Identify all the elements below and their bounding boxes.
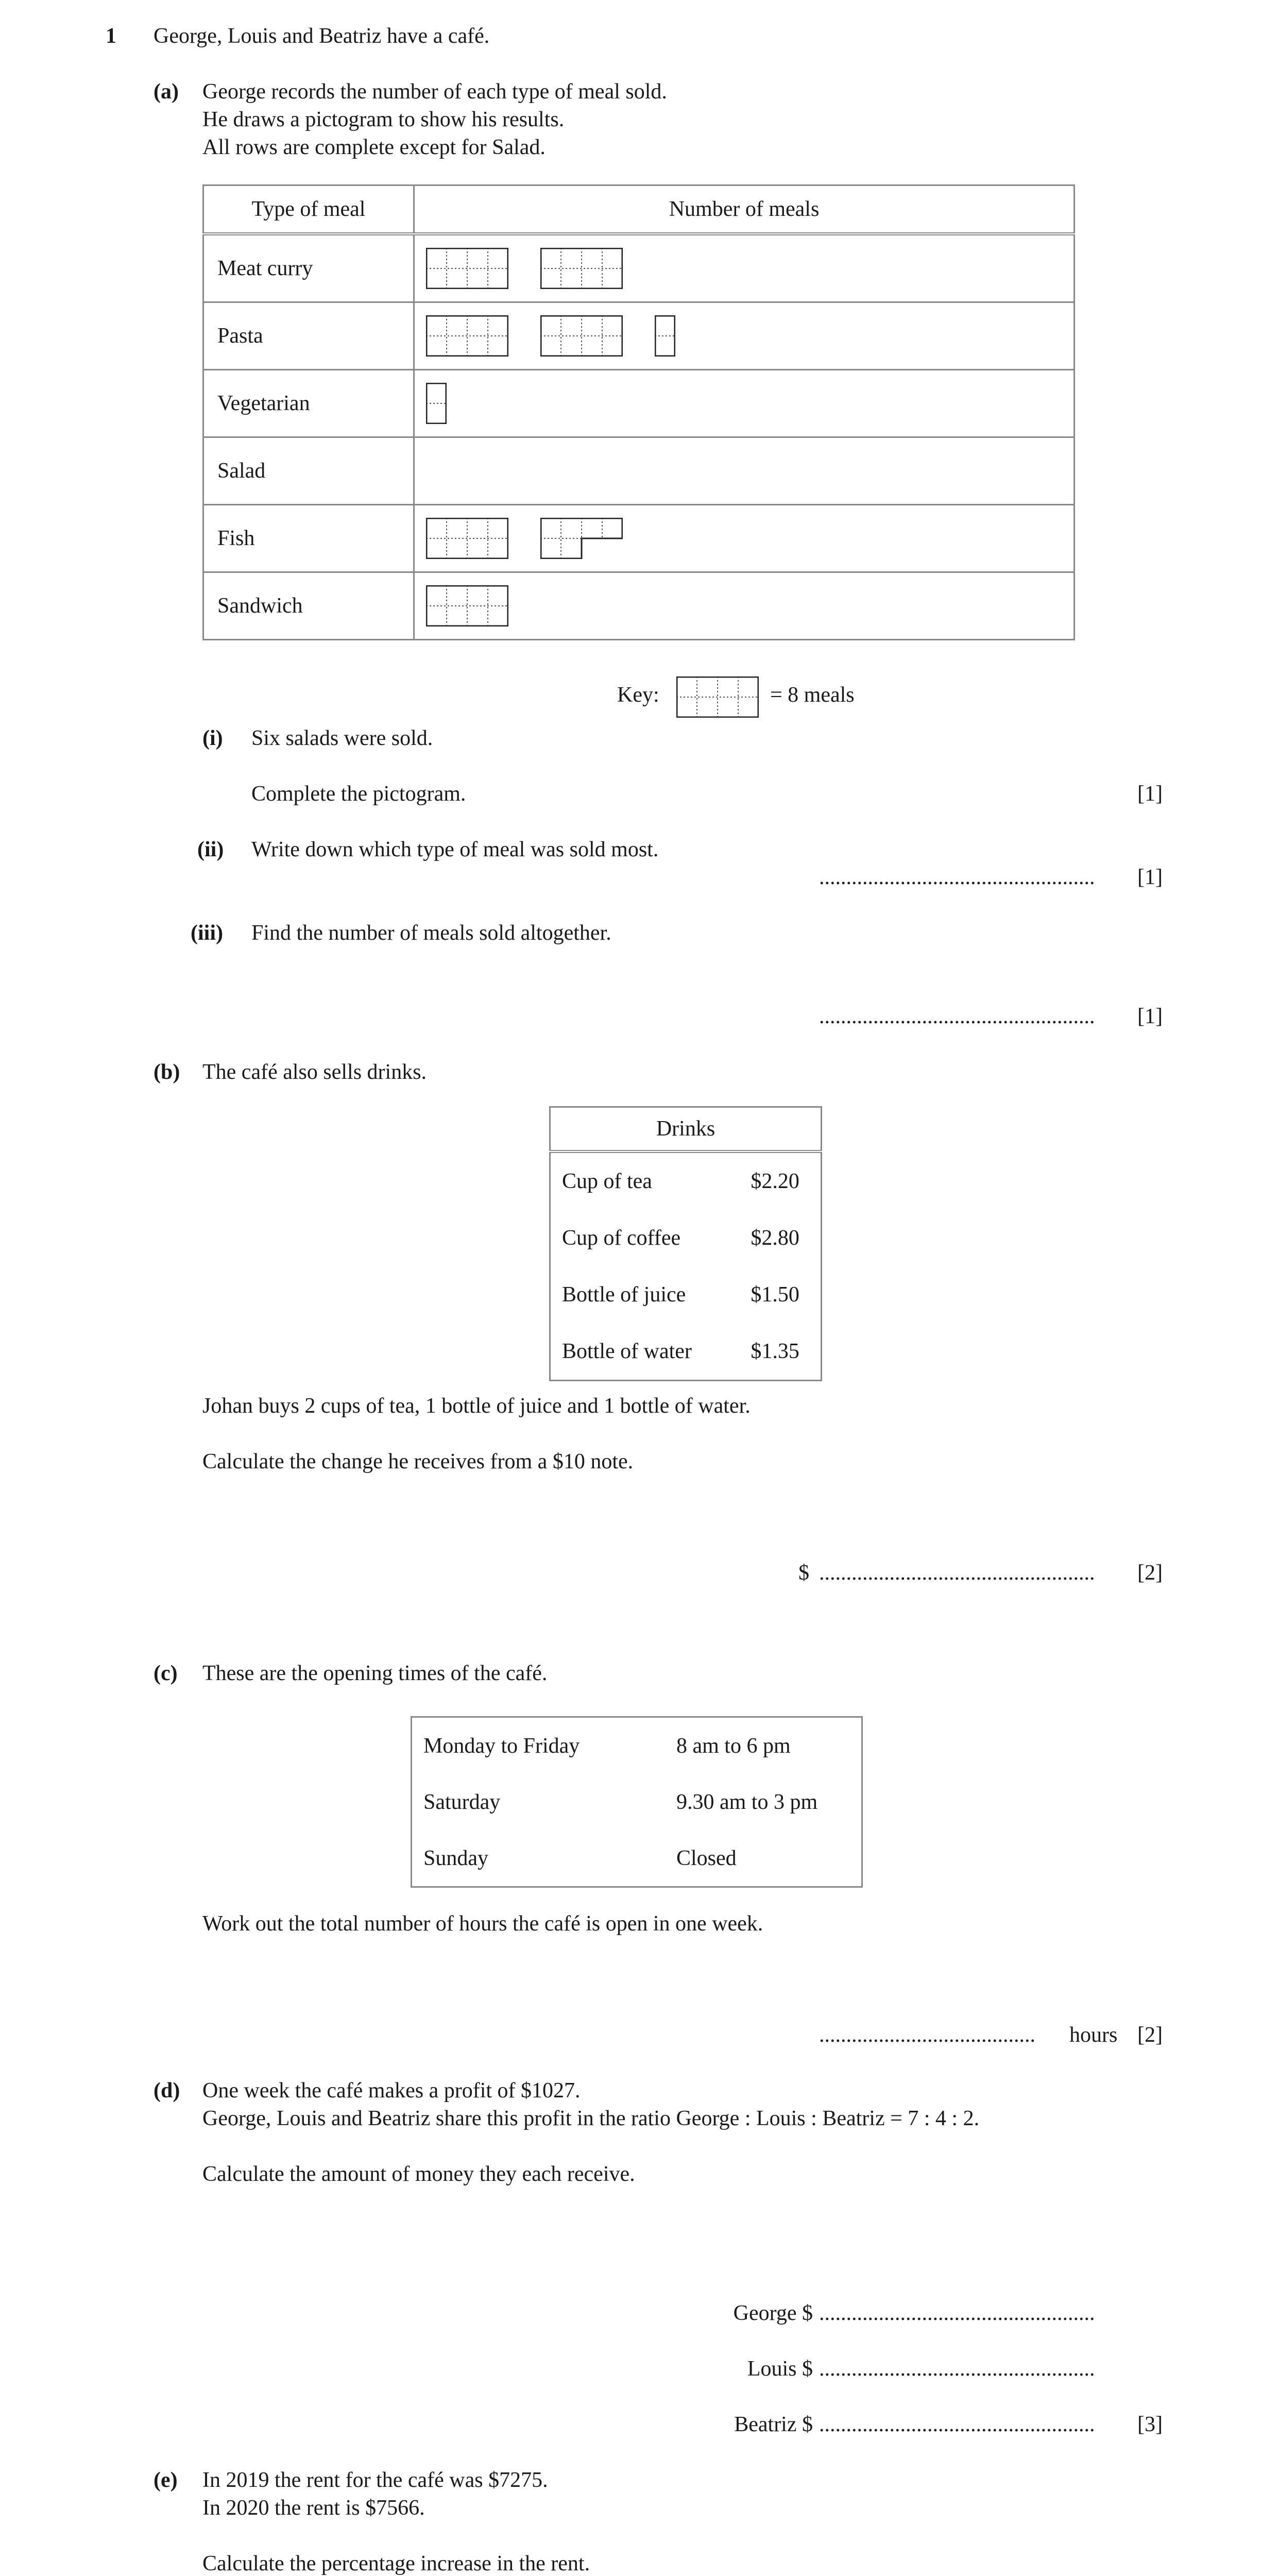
beatriz-answer-label: Beatriz $	[734, 2413, 813, 2436]
meal-symbols-cell	[414, 234, 1075, 302]
key-equals: = 8 meals	[770, 683, 855, 707]
louis-answer-label: Louis $	[747, 2357, 813, 2381]
part-a-line-1: George records the number of each type of meal sold.	[202, 80, 667, 104]
pictogram-full-symbol	[540, 248, 623, 289]
header-type-of-meal: Type of meal	[203, 185, 414, 234]
part-d-line-1: One week the café makes a profit of $1027.	[202, 2079, 581, 2103]
pictogram-row	[203, 437, 1075, 505]
drinks-row	[550, 1210, 822, 1266]
opening-time: 9.30 am to 3 pm	[676, 1790, 818, 1814]
meal-type-cell: Fish	[203, 505, 414, 572]
opening-times-table	[411, 1716, 863, 1888]
part-b-answer-prefix: $	[798, 1561, 809, 1585]
key-full-symbol	[676, 676, 759, 718]
part-a-ii-answer-line[interactable]: ...................................................	[819, 866, 1095, 889]
part-b-marks: [2]	[1137, 1561, 1163, 1585]
pictogram-partial-symbol	[540, 518, 623, 559]
drinks-row	[550, 1323, 822, 1381]
opening-time: 8 am to 6 pm	[676, 1734, 791, 1758]
part-c-answer-line[interactable]: ........................................	[819, 2023, 1035, 2047]
part-e-line-1: In 2019 the rent for the café was $7275.	[202, 2468, 548, 2492]
beatriz-answer-line[interactable]: ...................................................	[819, 2413, 1095, 2436]
part-a-i-marks: [1]	[1137, 782, 1163, 806]
question-intro: George, Louis and Beatriz have a café.	[154, 24, 490, 48]
meal-type-cell: Sandwich	[203, 572, 414, 640]
part-c-intro: These are the opening times of the café.	[202, 1662, 548, 1685]
part-d-question: Calculate the amount of money they each receive.	[202, 2162, 635, 2186]
drink-price: $1.35	[751, 1340, 799, 1363]
part-a-i-instruction: Complete the pictogram.	[251, 782, 466, 806]
pictogram-full-symbol	[426, 248, 508, 289]
part-a-ii-text: Write down which type of meal was sold most.	[251, 838, 659, 861]
george-answer-line[interactable]: ...................................................	[819, 2301, 1095, 2325]
drink-price: $1.50	[751, 1283, 799, 1307]
meal-symbols-cell	[414, 572, 1075, 640]
meal-symbols-cell	[414, 370, 1075, 437]
part-a-label: (a)	[154, 80, 179, 104]
key-symbol	[676, 676, 759, 718]
pictogram-table	[202, 184, 1075, 640]
part-e-label: (e)	[154, 2468, 178, 2492]
part-a-iii-marks: [1]	[1137, 1005, 1163, 1028]
opening-times-row	[412, 1774, 862, 1830]
part-b-answer-line[interactable]: ...................................................	[819, 1561, 1095, 1585]
drinks-row	[550, 1266, 822, 1323]
part-a-iii-label: (iii)	[191, 921, 223, 945]
pictogram-header-row	[203, 185, 1075, 234]
opening-day: Sunday	[423, 1846, 488, 1870]
part-b-label: (b)	[154, 1060, 180, 1084]
opening-day: Saturday	[423, 1790, 501, 1814]
drink-price: $2.80	[751, 1226, 799, 1250]
part-b-line-2: Calculate the change he receives from a $10 note.	[202, 1450, 634, 1473]
part-b-line-1: Johan buys 2 cups of tea, 1 bottle of juice and 1 bottle of water.	[202, 1394, 751, 1418]
george-answer-label: George $	[733, 2301, 813, 2325]
pictogram-row	[203, 302, 1075, 370]
part-d-label: (d)	[154, 2079, 180, 2103]
part-a-ii-label: (ii)	[197, 838, 224, 861]
drinks-table	[549, 1106, 822, 1381]
part-c-label: (c)	[154, 1662, 178, 1685]
part-a-ii-marks: [1]	[1137, 866, 1163, 889]
pictogram-row	[203, 234, 1075, 302]
part-a-iii-text: Find the number of meals sold altogether.	[251, 921, 611, 945]
part-d-marks: [3]	[1137, 2413, 1163, 2436]
pictogram-row	[203, 505, 1075, 572]
meal-type-cell: Pasta	[203, 302, 414, 370]
meal-symbols-cell	[414, 505, 1075, 572]
part-b-intro: The café also sells drinks.	[202, 1060, 427, 1084]
part-a-line-2: He draws a pictogram to show his results.	[202, 108, 565, 131]
question-number: 1	[106, 24, 116, 48]
header-number-of-meals: Number of meals	[414, 185, 1075, 234]
meal-type-cell: Meat curry	[203, 234, 414, 302]
drinks-row	[550, 1151, 822, 1210]
meal-symbols-cell[interactable]	[414, 437, 1075, 505]
part-e-question: Calculate the percentage increase in the rent.	[202, 2552, 590, 2575]
opening-day: Monday to Friday	[423, 1734, 580, 1758]
drink-item: Cup of tea	[562, 1170, 652, 1193]
pictogram-full-symbol	[426, 315, 508, 357]
part-a-i-label: (i)	[202, 726, 223, 750]
pictogram-row	[203, 370, 1075, 437]
part-a-line-3: All rows are complete except for Salad.	[202, 135, 546, 159]
drink-item: Bottle of water	[562, 1340, 692, 1363]
drink-price: $2.20	[751, 1170, 799, 1193]
part-a-iii-answer-line[interactable]: ...................................................	[819, 1005, 1095, 1028]
drinks-header: Drinks	[550, 1107, 822, 1152]
drink-item: Cup of coffee	[562, 1226, 681, 1250]
meal-type-cell: Vegetarian	[203, 370, 414, 437]
key-label: Key:	[617, 683, 659, 707]
part-c-answer-unit: hours	[1069, 2023, 1118, 2047]
pictogram-partial-symbol	[655, 315, 675, 357]
pictogram-partial-symbol	[426, 383, 447, 424]
meal-symbols-cell	[414, 302, 1075, 370]
pictogram-full-symbol	[540, 315, 623, 357]
drink-item: Bottle of juice	[562, 1283, 686, 1307]
part-c-marks: [2]	[1137, 2023, 1163, 2047]
pictogram-row	[203, 572, 1075, 640]
part-c-question: Work out the total number of hours the café is open in one week.	[202, 1912, 763, 1936]
part-a-i-text: Six salads were sold.	[251, 726, 433, 750]
opening-time: Closed	[676, 1846, 737, 1870]
pictogram-full-symbol	[426, 518, 508, 559]
opening-times-row	[412, 1830, 862, 1887]
opening-times-row	[412, 1717, 862, 1774]
meal-type-cell: Salad	[203, 437, 414, 505]
louis-answer-line[interactable]: ...................................................	[819, 2357, 1095, 2381]
part-e-line-2: In 2020 the rent is $7566.	[202, 2496, 425, 2520]
part-d-line-2: George, Louis and Beatriz share this profit in the ratio George : Louis : Beatriz = 7 : 4 : 2.	[202, 2107, 980, 2130]
pictogram-full-symbol	[426, 585, 508, 626]
